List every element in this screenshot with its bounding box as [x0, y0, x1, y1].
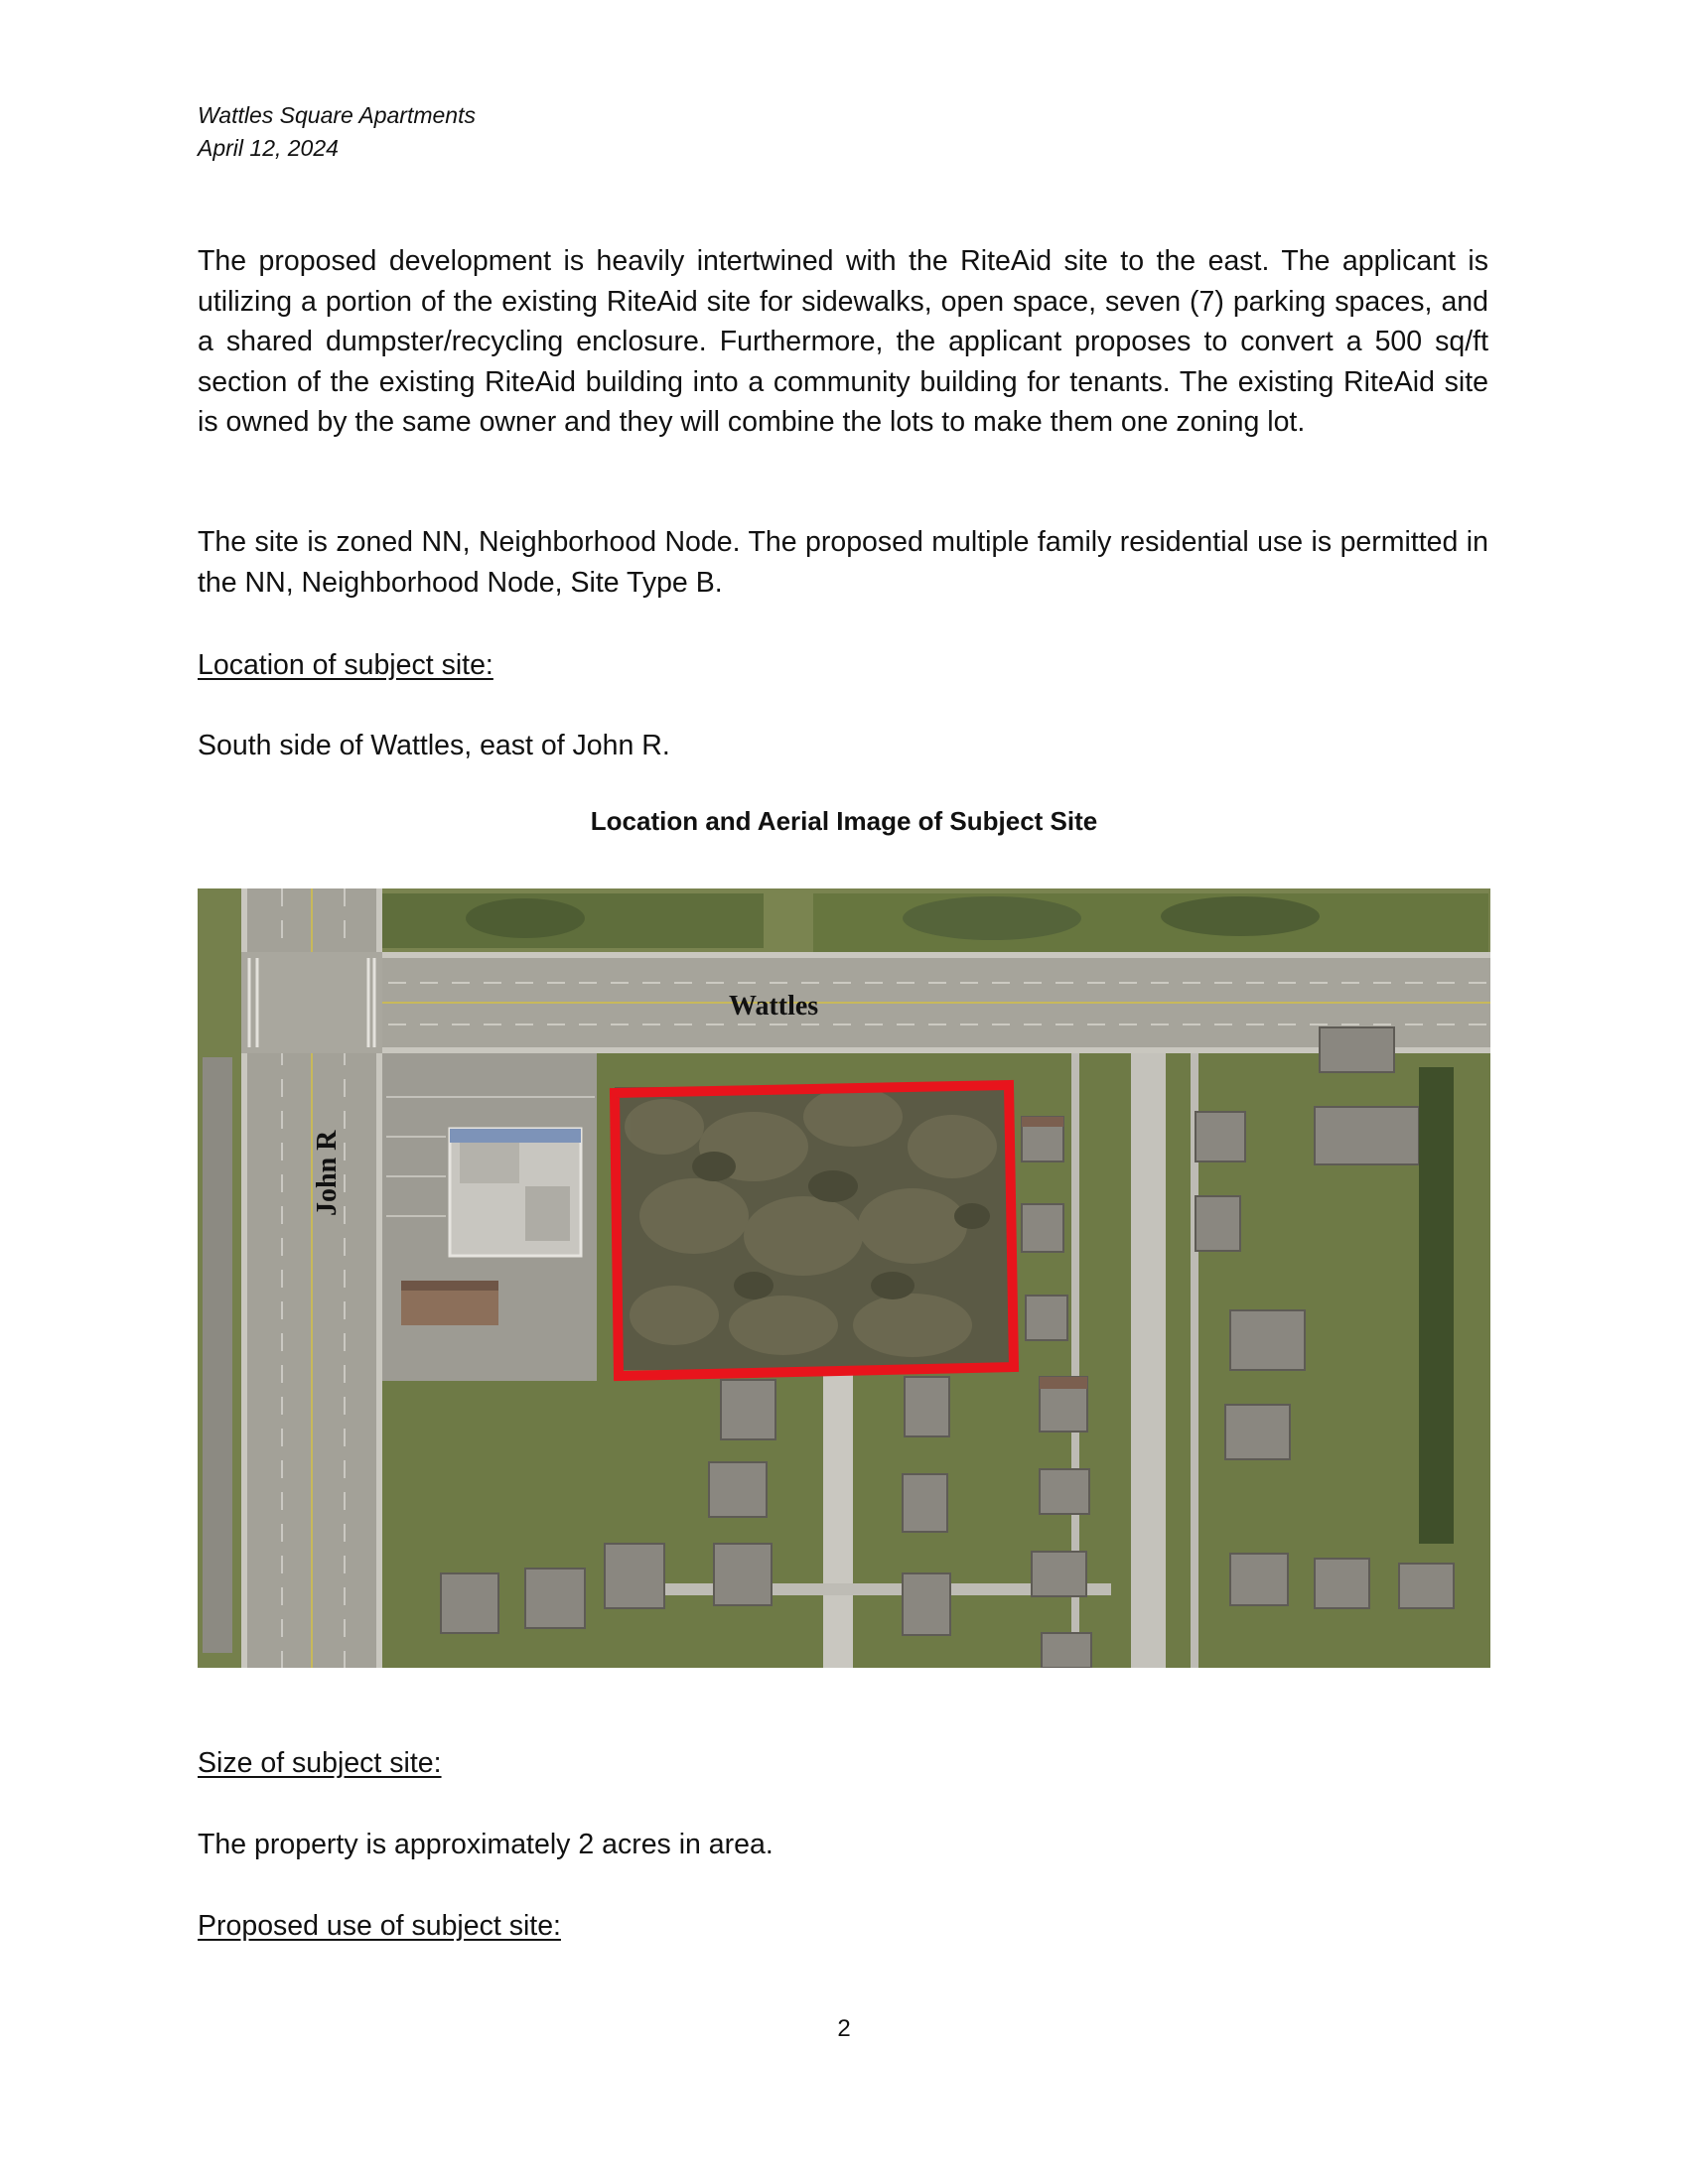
header-date: April 12, 2024 — [198, 135, 339, 161]
document-header — [198, 99, 476, 165]
page-number: 2 — [837, 2015, 851, 2042]
aerial-map-svg — [198, 888, 1490, 1668]
intro-paragraph: The proposed development is heavily intertwined with the RiteAid site to the east. The applicant is utilizing a portion of the existing RiteAid site for sidewalks, open space, seven (7) parking spaces, and a shared dumpster/recycling enclosure. Furthermore, the applicant proposes to convert a 500 sq/ft section of the existing RiteAid building into a community building for tenants. The existing RiteAid site is owned by the same owner and they will combine the lots to make them one zoning lot. — [198, 245, 1488, 438]
john-r-road-label: John R — [312, 1130, 343, 1216]
location-text: South side of Wattles, east of John R. — [198, 730, 670, 761]
size-heading: Size of subject site: — [198, 1747, 442, 1779]
proposed-use-heading: Proposed use of subject site: — [198, 1910, 561, 1942]
size-text: The property is approximately 2 acres in area. — [198, 1829, 774, 1860]
aerial-map-image — [198, 888, 1490, 1668]
wattles-road-label: Wattles — [729, 991, 819, 1022]
zoning-paragraph: The site is zoned NN, Neighborhood Node. The proposed multiple family residential use is permitted in the NN, Neighborhood Node, Site Type B. — [198, 526, 1488, 599]
header-project-name: Wattles Square Apartments — [198, 102, 476, 128]
location-heading: Location of subject site: — [198, 649, 493, 681]
figure-caption: Location and Aerial Image of Subject Site — [590, 806, 1098, 836]
